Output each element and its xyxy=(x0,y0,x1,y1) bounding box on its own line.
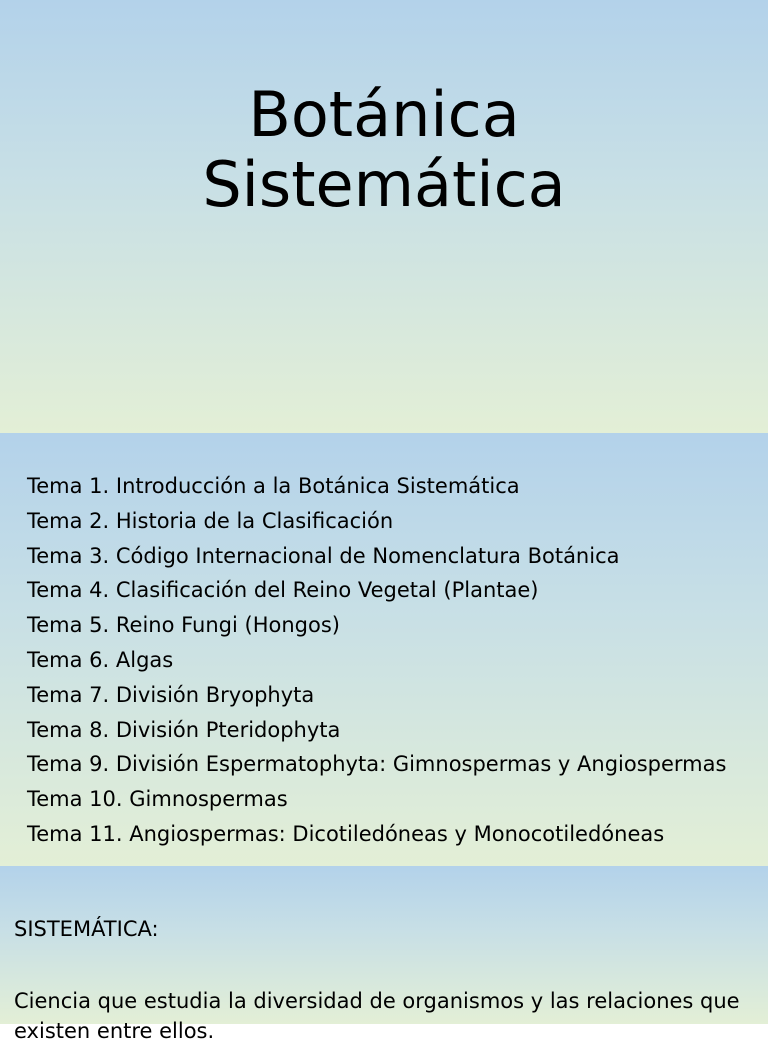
definition-slide xyxy=(0,866,768,1043)
topic-item: Tema 10. Gimnospermas xyxy=(27,787,288,812)
topic-item: Tema 9. División Espermatophyta: Gimnospermas y Angiospermas xyxy=(27,752,727,777)
topic-item: Tema 7. División Bryophyta xyxy=(27,682,315,707)
topic-item: Tema 8. División Pteridophyta xyxy=(27,717,341,742)
topic-item: Tema 2. Historia de la Clasificación xyxy=(27,508,394,533)
topic-item: Tema 11. Angiospermas: Dicotiledóneas y Monocotiledóneas xyxy=(27,821,665,846)
title-line-1: Botánica xyxy=(248,78,520,151)
topics-slide xyxy=(0,433,768,866)
topic-item: Tema 3. Código Internacional de Nomenclatura Botánica xyxy=(27,543,620,568)
definition-heading: SISTEMÁTICA: xyxy=(14,917,159,941)
topic-item: Tema 1. Introducción a la Botánica Sistemática xyxy=(27,474,520,498)
slide-title xyxy=(0,80,768,220)
definition-text: Ciencia que estudia la diversidad de organismos y las relaciones que existen entre ellos. xyxy=(14,989,740,1043)
title-slide xyxy=(0,0,768,433)
topic-item: Tema 6. Algas xyxy=(27,647,174,672)
topic-item: Tema 5. Reino Fungi (Hongos) xyxy=(27,613,340,638)
topic-item: Tema 4. Clasificación del Reino Vegetal (Plantae) xyxy=(27,578,539,603)
topic-list xyxy=(27,473,747,856)
title-line-2: Sistemática xyxy=(202,148,566,221)
